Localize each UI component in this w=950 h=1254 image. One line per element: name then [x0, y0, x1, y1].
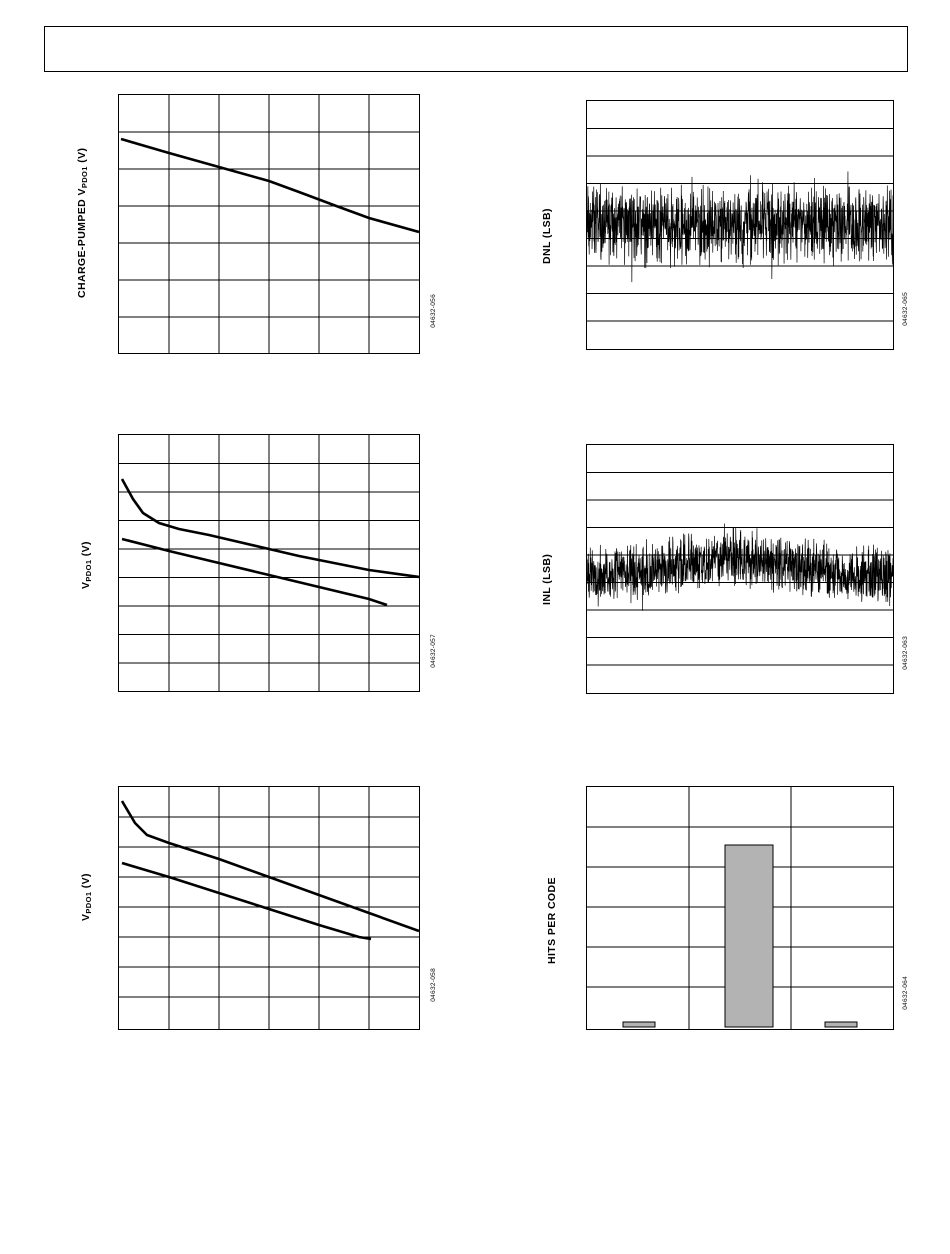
figure-id: 04632-057: [430, 634, 437, 668]
plot-area: [586, 786, 894, 1030]
y-axis-label: HITS PER CODE: [546, 877, 558, 965]
y-axis-label: CHARGE-PUMPED $V_{PDO1}$ (V): [76, 147, 90, 299]
plot-area: [586, 444, 894, 694]
plot-area: [118, 94, 420, 354]
y-axis-label: $V_{PDO1}$ (V): [80, 873, 94, 921]
y-axis-label: INL (LSB): [541, 553, 553, 605]
figure-id: 04632-063: [902, 636, 909, 670]
figure-id: 04632-058: [430, 968, 437, 1002]
page-header-band: [44, 26, 908, 72]
plot-area: [118, 786, 420, 1030]
y-axis-label: DNL (LSB): [541, 208, 553, 264]
figure-id: 04632-065: [902, 292, 909, 326]
figure-id: 04632-064: [902, 976, 909, 1010]
figure-id: 04632-056: [430, 294, 437, 328]
plot-area: [118, 434, 420, 692]
plot-area: [586, 100, 894, 350]
histogram-bars: [623, 845, 857, 1027]
y-axis-label: $V_{PDO1}$ (V): [80, 541, 94, 589]
